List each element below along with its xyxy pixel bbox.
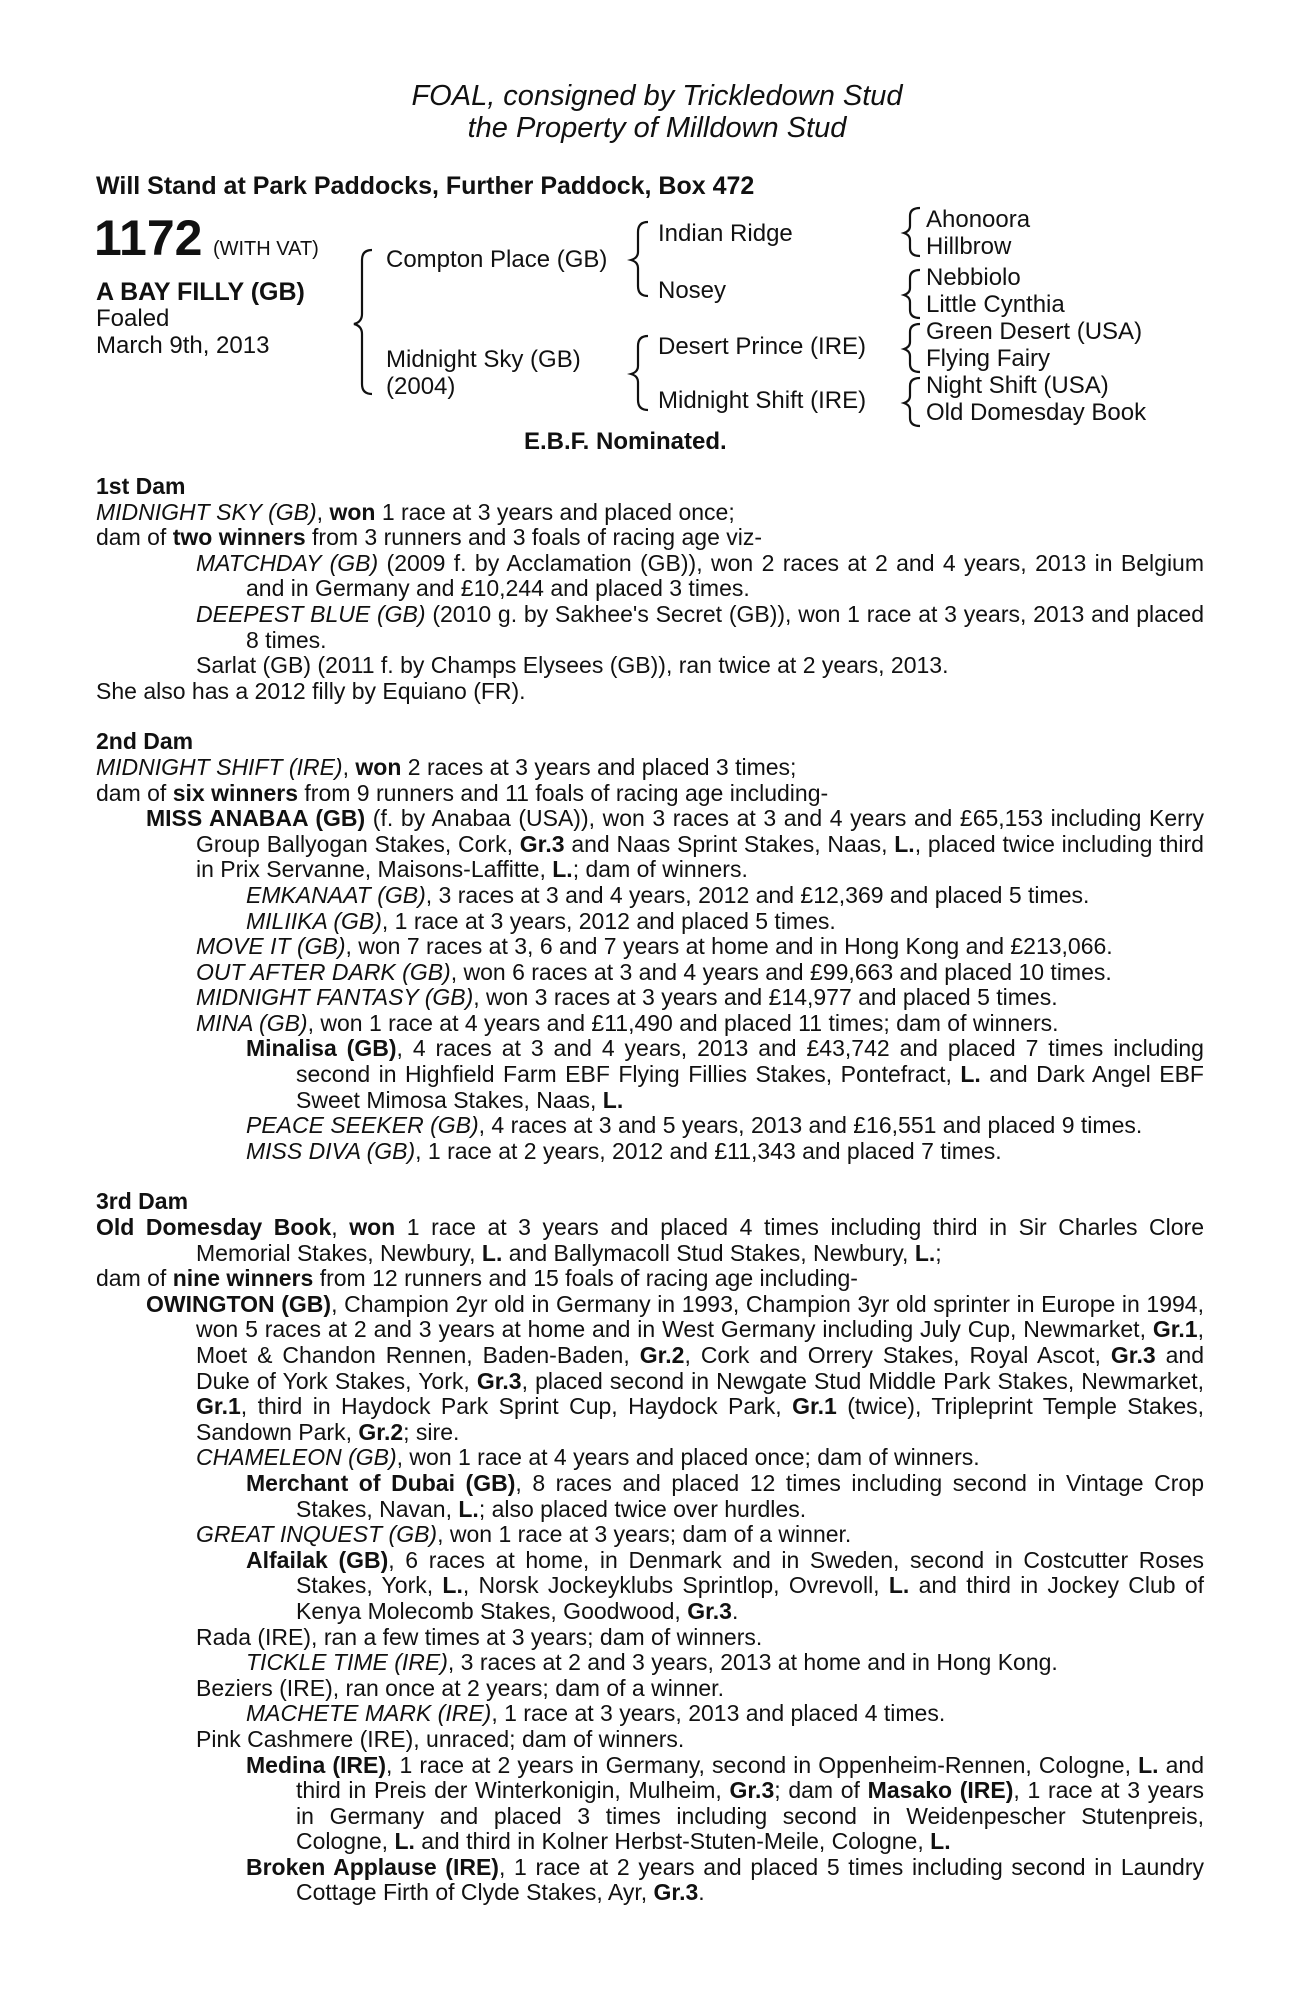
lot-name: A BAY FILLY (GB) bbox=[96, 278, 305, 306]
horse-name: MIDNIGHT SHIFT (IRE) bbox=[96, 753, 343, 780]
gen1-brace bbox=[354, 250, 372, 394]
stand-location: Will Stand at Park Paddocks, Further Paddock, Box 472 bbox=[96, 172, 755, 200]
ss-dam: Hillbrow bbox=[926, 233, 1012, 260]
first-dam-produce-summary: dam of two winners from 3 runners and 3 foals of racing age viz- bbox=[96, 524, 763, 551]
gen3-brace-2 bbox=[904, 270, 920, 318]
third-dam-record: Old Domesday Book, won 1 race at 3 years and placed 4 times including third in Sir Charles Clore Memorial Stakes, Newbury, L. and Ballymacoll Stud Stakes, Newbury, L.; bbox=[96, 1214, 1205, 1266]
second-dam-title: 2nd Dam bbox=[96, 728, 194, 755]
gen3-brace-1 bbox=[904, 208, 920, 256]
dd-sire: Night Shift (USA) bbox=[926, 372, 1109, 399]
produce-entry: OWINGTON (GB), Champion 2yr old in Germany in 1993, Champion 3yr old sprinter in Europe in 1994, won 5 races at 2 and 3 years at home and in West Germany including July Cup, Newmarket, Gr.1, Moet & Chandon Rennen, Baden-Baden, Gr.2, Cork and Orrery Stakes, Royal Ascot, Gr.3 and Duke of York Stakes, York, Gr.3, placed second in Newgate Stud Middle Park Stakes, Newmarket, Gr.1, third in Haydock Park Sprint Cup, Haydock Park, Gr.1 (twice), Tripleprint Temple Stakes, Sandown Park, Gr.2; sire. bbox=[146, 1290, 1204, 1445]
dam-year: (2004) bbox=[386, 373, 456, 400]
second-dam-produce-summary: dam of six winners from 9 runners and 11 foals of racing age including- bbox=[96, 779, 829, 806]
produce-entry: Merchant of Dubai (GB), 8 races and placed 12 times including second in Vintage Crop Stakes, Navan, L.; also placed twice over hurdles. bbox=[246, 1469, 1204, 1522]
produce-entry: MACHETE MARK (IRE), 1 race at 3 years, 2013 and placed 4 times. bbox=[246, 1700, 946, 1727]
horse-name: MIDNIGHT SKY (GB) bbox=[96, 498, 317, 525]
first-dam-title: 1st Dam bbox=[96, 473, 186, 499]
sire-dam: Nosey bbox=[658, 277, 727, 304]
catalogue-body bbox=[96, 474, 1204, 1906]
produce-entry: Broken Applause (IRE), 1 race at 2 years and placed 5 times including second in Laundry Cottage Firth of Clyde Stakes, Ayr, Gr.3. bbox=[246, 1853, 1204, 1906]
foaled-label: Foaled bbox=[96, 305, 170, 332]
produce-entry: MILIIKA (GB), 1 race at 3 years, 2012 and placed 5 times. bbox=[246, 907, 836, 934]
dd-dam: Old Domesday Book bbox=[926, 399, 1147, 426]
first-dam-record: MIDNIGHT SKY (GB), won 1 race at 3 years and placed once; bbox=[96, 498, 735, 525]
produce-entry: MOVE IT (GB), won 7 races at 3, 6 and 7 years at home and in Hong Kong and £213,066. bbox=[196, 933, 1113, 960]
produce-entry: GREAT INQUEST (GB), won 1 race at 3 years; dam of a winner. bbox=[196, 1521, 852, 1548]
gen2-sire-brace bbox=[631, 222, 648, 296]
dam-sire: Desert Prince (IRE) bbox=[658, 333, 867, 360]
second-dam-record: MIDNIGHT SHIFT (IRE), won 2 races at 3 years and placed 3 times; bbox=[96, 753, 797, 780]
produce-entry: Rada (IRE), ran a few times at 3 years; dam of winners. bbox=[196, 1623, 763, 1650]
vat-note: (WITH VAT) bbox=[212, 238, 319, 260]
foaled-date: March 9th, 2013 bbox=[96, 332, 270, 359]
third-dam-title: 3rd Dam bbox=[96, 1188, 189, 1215]
ds-dam: Flying Fairy bbox=[926, 345, 1051, 372]
produce-entry: Pink Cashmere (IRE), unraced; dam of winners. bbox=[196, 1725, 685, 1752]
produce-entry: Alfailak (GB), 6 races at home, in Denmark and in Sweden, second in Costcutter Roses Stakes, York, L., Norsk Jockeyklubs Sprintlop, Ovrevoll, L. and third in Jockey Club of Kenya Molecomb Stakes, Goodwood, Gr.3. bbox=[246, 1546, 1204, 1624]
produce-entry: MINA (GB), won 1 race at 4 years and £11,490 and placed 11 times; dam of winners. bbox=[196, 1009, 1059, 1036]
dam: Midnight Sky (GB) bbox=[386, 346, 581, 373]
produce-entry: Minalisa (GB), 4 races at 3 and 4 years, 2013 and £43,742 and placed 7 times including second in Highfield Farm EBF Flying Fillies Stakes, Pontefract, L. and Dark Angel EBF Sweet Mimosa Stakes, Naas, L. bbox=[246, 1035, 1204, 1113]
produce-entry: MATCHDAY (GB) (2009 f. by Acclamation (GB)), won 2 races at 2 and 4 years, 2013 in Belgium and in Germany and £10,244 and placed 3 times. bbox=[196, 549, 1205, 602]
produce-entry: EMKANAAT (GB), 3 races at 3 and 4 years, 2012 and £12,369 and placed 5 times. bbox=[246, 881, 1090, 908]
also-has: She also has a 2012 filly by Equiano (FR). bbox=[96, 677, 526, 704]
sire: Compton Place (GB) bbox=[386, 246, 608, 273]
produce-entry: CHAMELEON (GB), won 1 race at 4 years and placed once; dam of winners. bbox=[196, 1444, 980, 1471]
horse-name: DEEPEST BLUE (GB) bbox=[196, 600, 426, 627]
produce-entry: TICKLE TIME (IRE), 3 races at 2 and 3 years, 2013 at home and in Hong Kong. bbox=[246, 1649, 1058, 1676]
won-label: won bbox=[329, 498, 376, 525]
produce-entry: MISS DIVA (GB), 1 race at 2 years, 2012 and £11,343 and placed 7 times. bbox=[246, 1137, 1002, 1164]
sd-dam: Little Cynthia bbox=[926, 291, 1065, 318]
produce-entry: DEEPEST BLUE (GB) (2010 g. by Sakhee's Secret (GB)), won 1 race at 3 years, 2013 and placed 8 times. bbox=[196, 600, 1204, 653]
sire-sire: Indian Ridge bbox=[658, 220, 793, 247]
horse-name: MISS ANABAA (GB) bbox=[146, 805, 366, 832]
gen2-dam-brace bbox=[631, 336, 648, 410]
horse-name: MATCHDAY (GB) bbox=[196, 549, 379, 576]
consignor-line: FOAL, consigned by Trickledown Stud bbox=[411, 80, 903, 112]
produce-entry: MIDNIGHT FANTASY (GB), won 3 races at 3 years and £14,977 and placed 5 times. bbox=[196, 984, 1058, 1011]
dam-dam: Midnight Shift (IRE) bbox=[658, 387, 867, 414]
gen3-brace-4 bbox=[904, 378, 920, 426]
produce-entry: PEACE SEEKER (GB), 4 races at 3 and 5 years, 2013 and £16,551 and placed 9 times. bbox=[246, 1112, 1143, 1139]
ss-sire: Ahonoora bbox=[926, 206, 1031, 233]
gen3-brace-3 bbox=[904, 324, 920, 372]
ebf-nominated: E.B.F. Nominated. bbox=[524, 428, 727, 455]
pedigree-braces bbox=[0, 0, 1314, 460]
produce-entry: OUT AFTER DARK (GB), won 6 races at 3 and 4 years and £99,663 and placed 10 times. bbox=[196, 958, 1112, 985]
property-line: the Property of Milldown Stud bbox=[467, 112, 847, 144]
produce-entry: Beziers (IRE), ran once at 2 years; dam of a winner. bbox=[196, 1674, 724, 1701]
produce-entry: MISS ANABAA (GB) (f. by Anabaa (USA)), won 3 races at 3 and 4 years and £65,153 including Kerry Group Ballyogan Stakes, Cork, Gr.3 and Naas Sprint Stakes, Naas, L., placed twice including third in Prix Servanne, Maisons-Laffitte, L.; dam of winners. bbox=[146, 805, 1204, 883]
produce-entry: Sarlat (GB) (2011 f. by Champs Elysees (GB)), ran twice at 2 years, 2013. bbox=[196, 652, 949, 679]
winners-count: two winners bbox=[172, 524, 306, 551]
record-text: 1 race at 3 years and placed once; bbox=[375, 498, 735, 525]
third-dam-produce-summary: dam of nine winners from 12 runners and 15 foals of racing age including- bbox=[96, 1265, 858, 1292]
ds-sire: Green Desert (USA) bbox=[926, 318, 1143, 345]
produce-entry: Medina (IRE), 1 race at 2 years in Germany, second in Oppenheim-Rennen, Cologne, L. and third in Preis der Winterkonigin, Mulheim, Gr.3; dam of Masako (IRE), 1 race at 3 years in Germany and placed 3 times including second in Weidenpescher Stutenpreis, Cologne, L. and third in Kolner Herbst-Stuten-Meile, Cologne, L. bbox=[246, 1751, 1204, 1855]
sd-sire: Nebbiolo bbox=[926, 264, 1021, 291]
lot-number: 1172 bbox=[94, 210, 203, 266]
